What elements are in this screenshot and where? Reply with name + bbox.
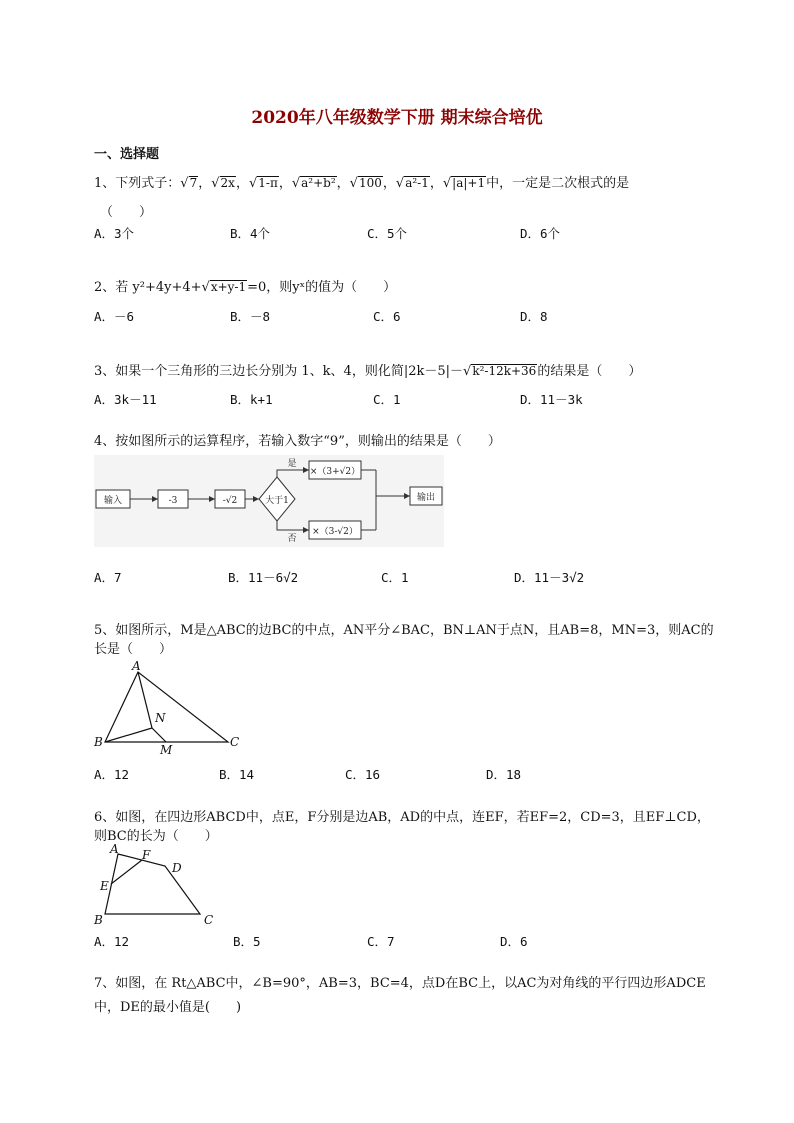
label-a: A (110, 842, 119, 856)
q1-radicand-1: 7 (189, 176, 198, 190)
q2-option-c: C．6 (373, 309, 401, 324)
question-5-line2: 长是（ ） (94, 642, 173, 657)
flowchart (94, 455, 444, 547)
q3-option-a: A．3k－11 (94, 392, 157, 407)
flow-no-op: ×（3-√2） (312, 527, 358, 537)
q1-stem-text: 1、下列式子： (94, 176, 181, 191)
q3-option-b: B．k+1 (230, 392, 273, 407)
flow-yes-op: ×（3+√2） (309, 467, 361, 477)
label-d: D (172, 861, 182, 875)
q3-radicand: k²-12k+36 (472, 364, 537, 378)
flow-step1-label: -3 (168, 496, 178, 506)
label-m: M (160, 743, 173, 756)
flow-decision-label: 大于1 (265, 496, 289, 506)
question-2-stem: 2、若 y²+4y+4+√x+y-1=0，则yˣ的值为（ ） (94, 280, 397, 295)
q1-option-d: D．6个 (520, 226, 561, 241)
segment-bn (105, 728, 152, 742)
q6-option-d: D．6 (500, 934, 528, 949)
label-n: N (155, 711, 166, 725)
q4-option-d: D．11－3√2 (514, 570, 585, 585)
segment-an (138, 672, 152, 728)
q5-option-d: D．18 (486, 767, 522, 782)
question-1-stem: 1、下列式子：√7，√2x，√1-π，√a²+b²，√100，√a²-1，√|a|+1中，一定是二次根式的是 (94, 176, 630, 191)
flow-input-label: 输入 (103, 496, 123, 506)
q4-option-c: C．1 (381, 570, 409, 585)
label-c: C (230, 735, 240, 749)
question-5-line1: 5、如图所示，M是△ABC的边BC的中点，AN平分∠BAC，BN⊥AN于点N，且AB=8，MN=3，则AC的 (94, 623, 714, 638)
flow-yes-label: 是 (287, 459, 297, 469)
q1-option-a: A．3个 (94, 226, 135, 241)
page-title: 2020年八年级数学下册 期末综合培优 (251, 108, 543, 128)
q5-option-b: B．14 (219, 767, 255, 782)
q2-stem-b: =0，则yˣ的值为（ ） (247, 280, 397, 295)
q3-stem-b: 的结果是（ ） (537, 364, 642, 379)
label-c: C (204, 913, 214, 927)
segment-nm (152, 728, 166, 742)
question-7-line1: 7、如图，在 Rt△ABC中，∠B=90°，AB=3，BC=4，点D在BC上，以AC为对角线的平行四边形ADCE (94, 976, 706, 991)
q2-radicand: x+y-1 (210, 280, 247, 294)
q1-radicand-4: a²+b² (301, 176, 336, 190)
q1-paren: （ ） (100, 205, 153, 220)
question-6-line1: 6、如图，在四边形ABCD中，点E，F分别是边AB，AD的中点，连EF，若EF=2，CD=3，且EF⊥CD， (94, 810, 710, 825)
q5-option-a: A．12 (94, 767, 130, 782)
q6-option-c: C．7 (367, 934, 395, 949)
q1-radicand-7: |a|+1 (452, 176, 486, 190)
question-7-line2: 中，DE的最小值是( ) (94, 1000, 242, 1015)
label-e: E (100, 879, 109, 893)
triangle-abc (105, 672, 228, 742)
q2-option-d: D．8 (520, 309, 548, 324)
flow-step2-label: -√2 (222, 496, 238, 506)
q2-option-b: B．－8 (230, 309, 271, 324)
flow-output-label: 输出 (416, 493, 436, 503)
q2-option-a: A．－6 (94, 309, 135, 324)
quadrilateral-abcd (105, 854, 200, 914)
label-a: A (132, 659, 141, 673)
q6-option-b: B．5 (233, 934, 261, 949)
question-4-stem: 4、按如图所示的运算程序，若输入数字“9”，则输出的结果是（ ） (94, 434, 501, 449)
question-3-stem: 3、如果一个三角形的三边长分别为 1、k、4，则化简|2k－5|－√k²-12k+36的结果是（ ） (94, 364, 642, 379)
q1-tail: 中，一定是二次根式的是 (486, 176, 630, 191)
section-heading: 一、选择题 (94, 147, 160, 162)
q4-option-a: A．7 (94, 570, 122, 585)
q1-radicand-3: 1-π (258, 176, 278, 190)
q1-option-c: C．5个 (367, 226, 408, 241)
q4-option-b: B．11－6√2 (228, 570, 299, 585)
q1-radicand-5: 100 (358, 176, 382, 190)
q1-option-b: B．4个 (230, 226, 271, 241)
q5-triangle-figure (90, 658, 250, 756)
q2-stem-a: 2、若 y²+4y+4+ (94, 280, 202, 295)
label-b: B (94, 913, 103, 927)
q3-stem-a: 3、如果一个三角形的三边长分别为 1、k、4，则化简|2k－5|－ (94, 364, 464, 379)
q1-radicand-2: 2x (220, 176, 235, 190)
q6-option-a: A．12 (94, 934, 130, 949)
label-b: B (94, 735, 103, 749)
q3-option-d: D．11－3k (520, 392, 583, 407)
q1-radicand-6: a²-1 (405, 176, 429, 190)
question-6-line2: 则BC的长为（ ） (94, 829, 218, 844)
flow-no-label: 否 (287, 534, 297, 544)
q6-quadrilateral-figure (90, 842, 220, 928)
label-f: F (142, 848, 151, 862)
q3-option-c: C．1 (373, 392, 401, 407)
q5-option-c: C．16 (345, 767, 381, 782)
